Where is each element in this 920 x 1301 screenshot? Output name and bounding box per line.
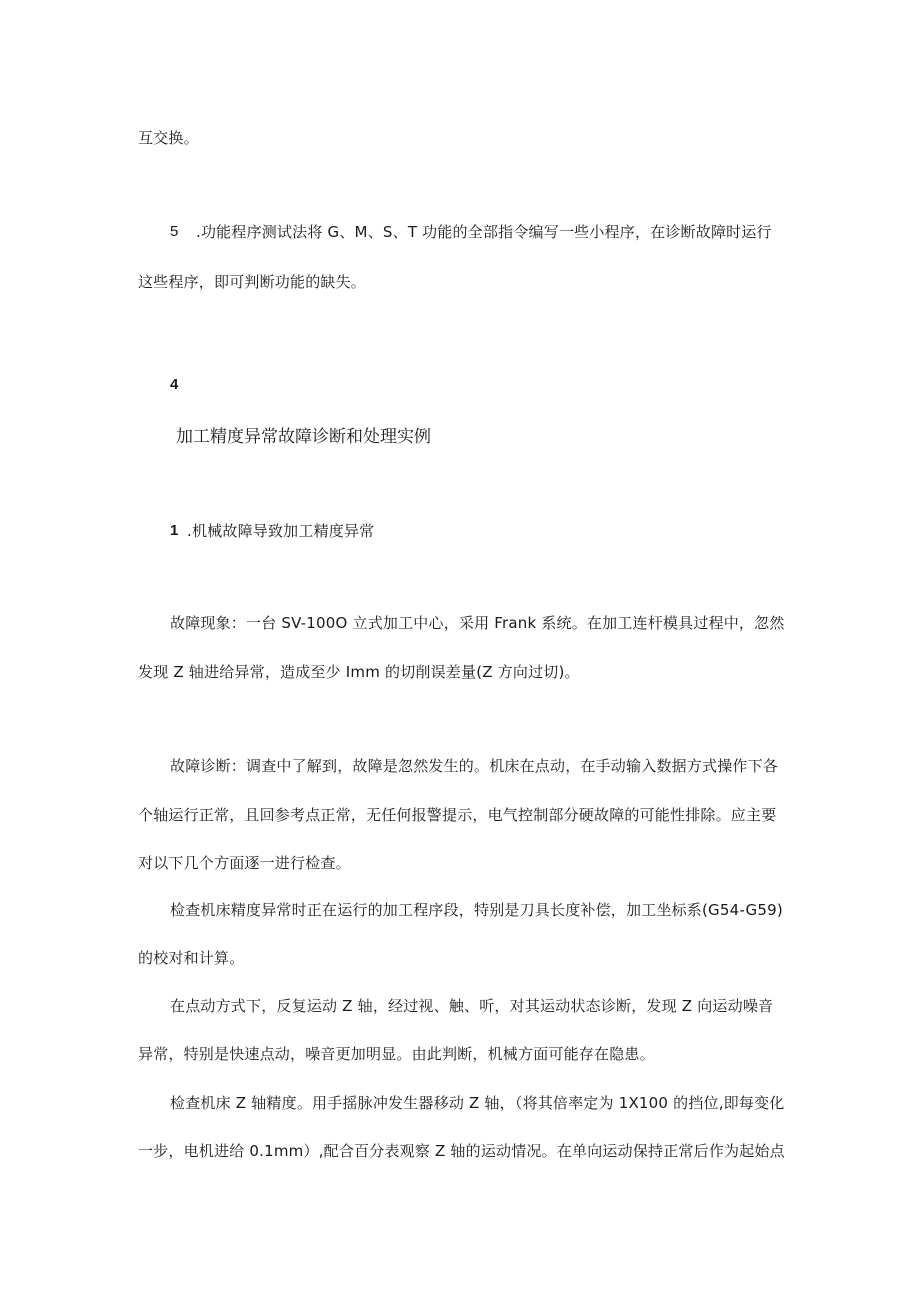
paragraph-line: 这些程序，即可判断功能的缺失。 — [138, 273, 367, 291]
paragraph-line: 故障诊断：调查中了解到，故障是忽然发生的。机床在点动，在手动输入数据方式操作下各 — [170, 757, 779, 775]
paragraph-line: 在点动方式下，反复运动 Z 轴，经过视、触、听，对其运动状态诊断，发现 Z 向运动噪音 — [170, 997, 774, 1015]
subsection-title: .机械故障导致加工精度异常 — [187, 522, 375, 540]
section-number: 4 — [170, 376, 179, 393]
paragraph-line: 一步，电机进给 0.1mm）,配合百分表观察 Z 轴的运动情况。在单向运动保持正常后作为起始点 — [138, 1142, 785, 1160]
item-number-5: 5 — [170, 223, 179, 240]
subsection-number: 1 — [170, 522, 179, 539]
section-title: 加工精度异常故障诊断和处理实例 — [176, 427, 431, 447]
paragraph-line: 检查机床 Z 轴精度。用手摇脉冲发生器移动 Z 轴，（将其倍率定为 1X100 的挡位,即每变化 — [170, 1094, 785, 1112]
paragraph-line: 的校对和计算。 — [138, 949, 245, 967]
paragraph-line: 对以下几个方面逐一进行检查。 — [138, 854, 351, 872]
paragraph-line: 个轴运行正常，且回参考点正常，无任何报警提示，电气控制部分硬故障的可能性排除。应主要 — [138, 806, 777, 824]
paragraph-line: .功能程序测试法将 G、M、S、T 功能的全部指令编写一些小程序，在诊断故障时运行 — [196, 223, 772, 241]
paragraph-line: 发现 Z 轴进给异常，造成至少 Imm 的切削误差量(Z 方向过切)。 — [138, 663, 580, 681]
paragraph-line: 检查机床精度异常时正在运行的加工程序段，特别是刀具长度补偿，加工坐标系(G54-G59) — [170, 901, 783, 919]
paragraph-line: 故障现象：一台 SV-100O 立式加工中心，采用 Frank 系统。在加工连杆模具过程中，忽然 — [170, 614, 785, 632]
paragraph-continuation: 互交换。 — [138, 129, 199, 147]
paragraph-line: 异常，特别是快速点动，噪音更加明显。由此判断，机械方面可能存在隐患。 — [138, 1045, 655, 1063]
